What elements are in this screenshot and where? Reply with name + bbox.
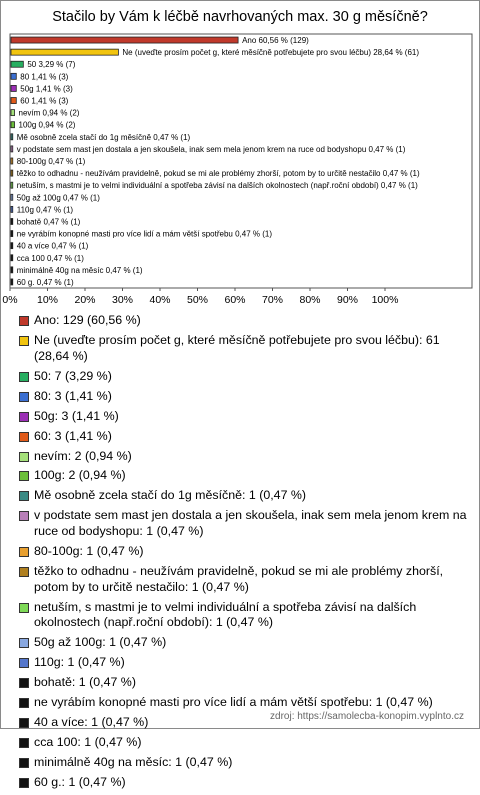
legend-label: 80: 3 (1,41 %) [34,388,112,403]
x-tick-label-2: 10% [36,294,59,306]
legend-swatch [19,678,29,688]
bar-label-3: 50 3,29 % (7) [27,60,76,70]
bar-2 [11,49,118,55]
legend-label: 60 g.: 1 (0,47 %) [34,775,126,790]
bar-9 [11,134,13,140]
bar-label-19: cca 100 0,47 % (1) [16,253,84,263]
bar-20 [11,267,13,273]
bar-19 [11,255,13,261]
x-tick-label-10: 90% [336,294,359,306]
source-note: zdroj: https://samolecba-konopim.vyplnto.cz [270,711,464,722]
legend-item [18,389,470,405]
legend-label: 80-100g: 1 (0,47 %) [34,544,144,559]
bar-label-6: 60 1,41 % (3) [20,96,69,106]
legend-swatch [19,336,29,346]
bar-label-12: těžko to odhadnu - neužívám pravidelně, pokud se mi ale problémy zhorší, potom by to určitě nestačilo 0,47 % (1) [16,169,420,179]
x-tick-label-4: 30% [111,294,134,306]
legend-swatch [19,658,29,668]
legend-swatch [19,698,29,708]
x-tick-label-5: 40% [149,294,171,306]
bar-15 [11,206,13,212]
bar-12 [11,170,13,176]
bar-18 [11,243,13,249]
legend-item [18,488,470,504]
legend-label: ne vyrábím konopné masti pro více lidí a mám větší spotřebu: 1 (0,47 %) [34,695,433,710]
bar-7 [11,110,15,116]
legend-item [18,755,470,771]
bar-label-17: ne vyrábím konopné masti pro více lidí a mám větší spotřebu 0,47 % (1) [16,229,272,239]
legend-item [18,655,470,671]
legend-swatch [19,603,29,613]
bar-1 [11,37,238,43]
x-tick-label-3: 20% [74,294,96,306]
legend-swatch [19,392,29,402]
legend-item [18,564,470,595]
x-tick-label-11: 100% [371,294,399,306]
legend-label: těžko to odhadnu - neužívám pravidelně, pokud se mi ale problémy zhorší, potom by to určitě nestačilo: 1 (0,47 %) [34,564,444,594]
legend-item [18,313,470,329]
legend-item [18,409,470,425]
bar-label-9: Mě osobně zcela stačí do 1g měsíčně 0,47 % (1) [16,132,191,142]
legend-label: 50: 7 (3,29 %) [34,368,112,383]
bar-label-15: 110g 0,47 % (1) [16,205,74,215]
x-tick-label-9: 80% [299,294,321,306]
bar-label-4: 80 1,41 % (3) [20,72,69,82]
legend-item [18,508,470,539]
legend [18,313,470,795]
legend-item [18,468,470,484]
bar-13 [11,182,13,188]
legend-swatch [19,316,29,326]
legend-swatch [19,547,29,557]
bar-21 [11,279,13,285]
legend-label: Ano: 129 (60,56 %) [34,313,141,327]
bar-label-11: 80-100g 0,47 % (1) [16,157,86,166]
legend-item [18,369,470,385]
x-tick-label-6: 50% [186,294,209,306]
legend-item [18,635,470,651]
bar-label-2: Ne (uveďte prosím počet g, které měsíčně potřebujete pro svou léčbu) 28,64 % (61) [122,48,420,58]
legend-item [18,775,470,791]
bar-label-1: Ano 60,56 % (129) [242,36,309,46]
legend-label: Ne (uveďte prosím počet g, které měsíčně potřebujete pro svou léčbu): 61 (28,64 %) [34,332,440,363]
bar-8 [11,122,15,128]
legend-swatch [19,567,29,577]
legend-label: Mě osobně zcela stačí do 1g měsíčně: 1 (0,47 %) [34,488,307,503]
legend-swatch [19,432,29,442]
bar-chart [0,0,480,312]
legend-item [18,429,470,445]
legend-swatch [19,778,29,788]
legend-label: 50g až 100g: 1 (0,47 %) [34,635,167,650]
legend-label: nevím: 2 (0,94 %) [34,448,132,463]
legend-swatch [19,372,29,382]
legend-label: 50g: 3 (1,41 %) [34,408,119,423]
legend-label: minimálně 40g na měsíc: 1 (0,47 %) [34,755,233,770]
legend-label: v podstate sem mast jen dostala a jen skoušela, inak sem mela jenom krem na ruce od bodyshopu: 1 (0,47 %) [34,508,467,539]
bar-6 [11,98,16,104]
bar-14 [11,194,13,200]
legend-swatch [19,638,29,648]
legend-item [18,449,470,465]
legend-item [18,333,470,364]
bar-label-16: bohatě 0,47 % (1) [16,217,81,227]
legend-swatch [19,412,29,422]
legend-label: bohatě: 1 (0,47 %) [34,675,136,690]
legend-swatch [19,452,29,462]
bar-label-8: 100g 0,94 % (2) [18,120,76,130]
bar-label-10: v podstate sem mast jen dostala a jen skoušela, inak sem mela jenom krem na ruce od bodyshopu 0,47 % (1) [16,144,406,154]
bar-16 [11,218,13,224]
bar-5 [11,85,16,91]
bar-17 [11,231,13,237]
bar-label-14: 50g až 100g 0,47 % (1) [16,193,100,203]
legend-swatch [19,718,29,728]
legend-item [18,735,470,751]
legend-label: 110g: 1 (0,47 %) [34,655,125,670]
legend-item [18,695,470,711]
legend-swatch [19,471,29,481]
bar-label-18: 40 a více 0,47 % (1) [16,241,89,251]
bar-label-13: netuším, s mastmi je to velmi individuální a spotřeba závisí na dalších okolnostech (např.roční období) 0,47 % (1) [16,181,418,191]
legend-label: 60: 3 (1,41 %) [34,428,112,443]
legend-item [18,544,470,560]
bar-label-20: minimálně 40g na měsíc 0,47 % (1) [16,265,143,275]
bar-10 [11,146,13,152]
legend-swatch [19,738,29,748]
x-tick-label-7: 60% [224,294,246,306]
x-tick-label-1: 0% [2,294,18,306]
legend-item [18,600,470,631]
bar-4 [11,73,16,79]
bar-label-21: 60 g. 0,47 % (1) [16,277,74,287]
legend-swatch [19,511,29,521]
legend-item [18,675,470,691]
legend-swatch [19,491,29,501]
plot-area [2,34,472,306]
legend-label: cca 100: 1 (0,47 %) [34,735,142,750]
bar-3 [11,61,23,67]
legend-label: netuším, s mastmi je to velmi individuální a spotřeba závisí na dalších okolnostech (např.roční období): 1 (0,47 %) [34,599,417,630]
legend-swatch [19,758,29,768]
legend-label: 100g: 2 (0,94 %) [34,468,126,483]
bar-label-7: nevím 0,94 % (2) [18,108,80,118]
chart-title: Stačilo by Vám k léčbě navrhovaných max. 30 g měsíčně? [52,9,428,25]
bar-label-5: 50g 1,41 % (3) [20,84,73,94]
x-tick-label-8: 70% [261,294,284,306]
legend-label: 40 a více: 1 (0,47 %) [34,715,149,730]
bar-11 [11,158,13,164]
